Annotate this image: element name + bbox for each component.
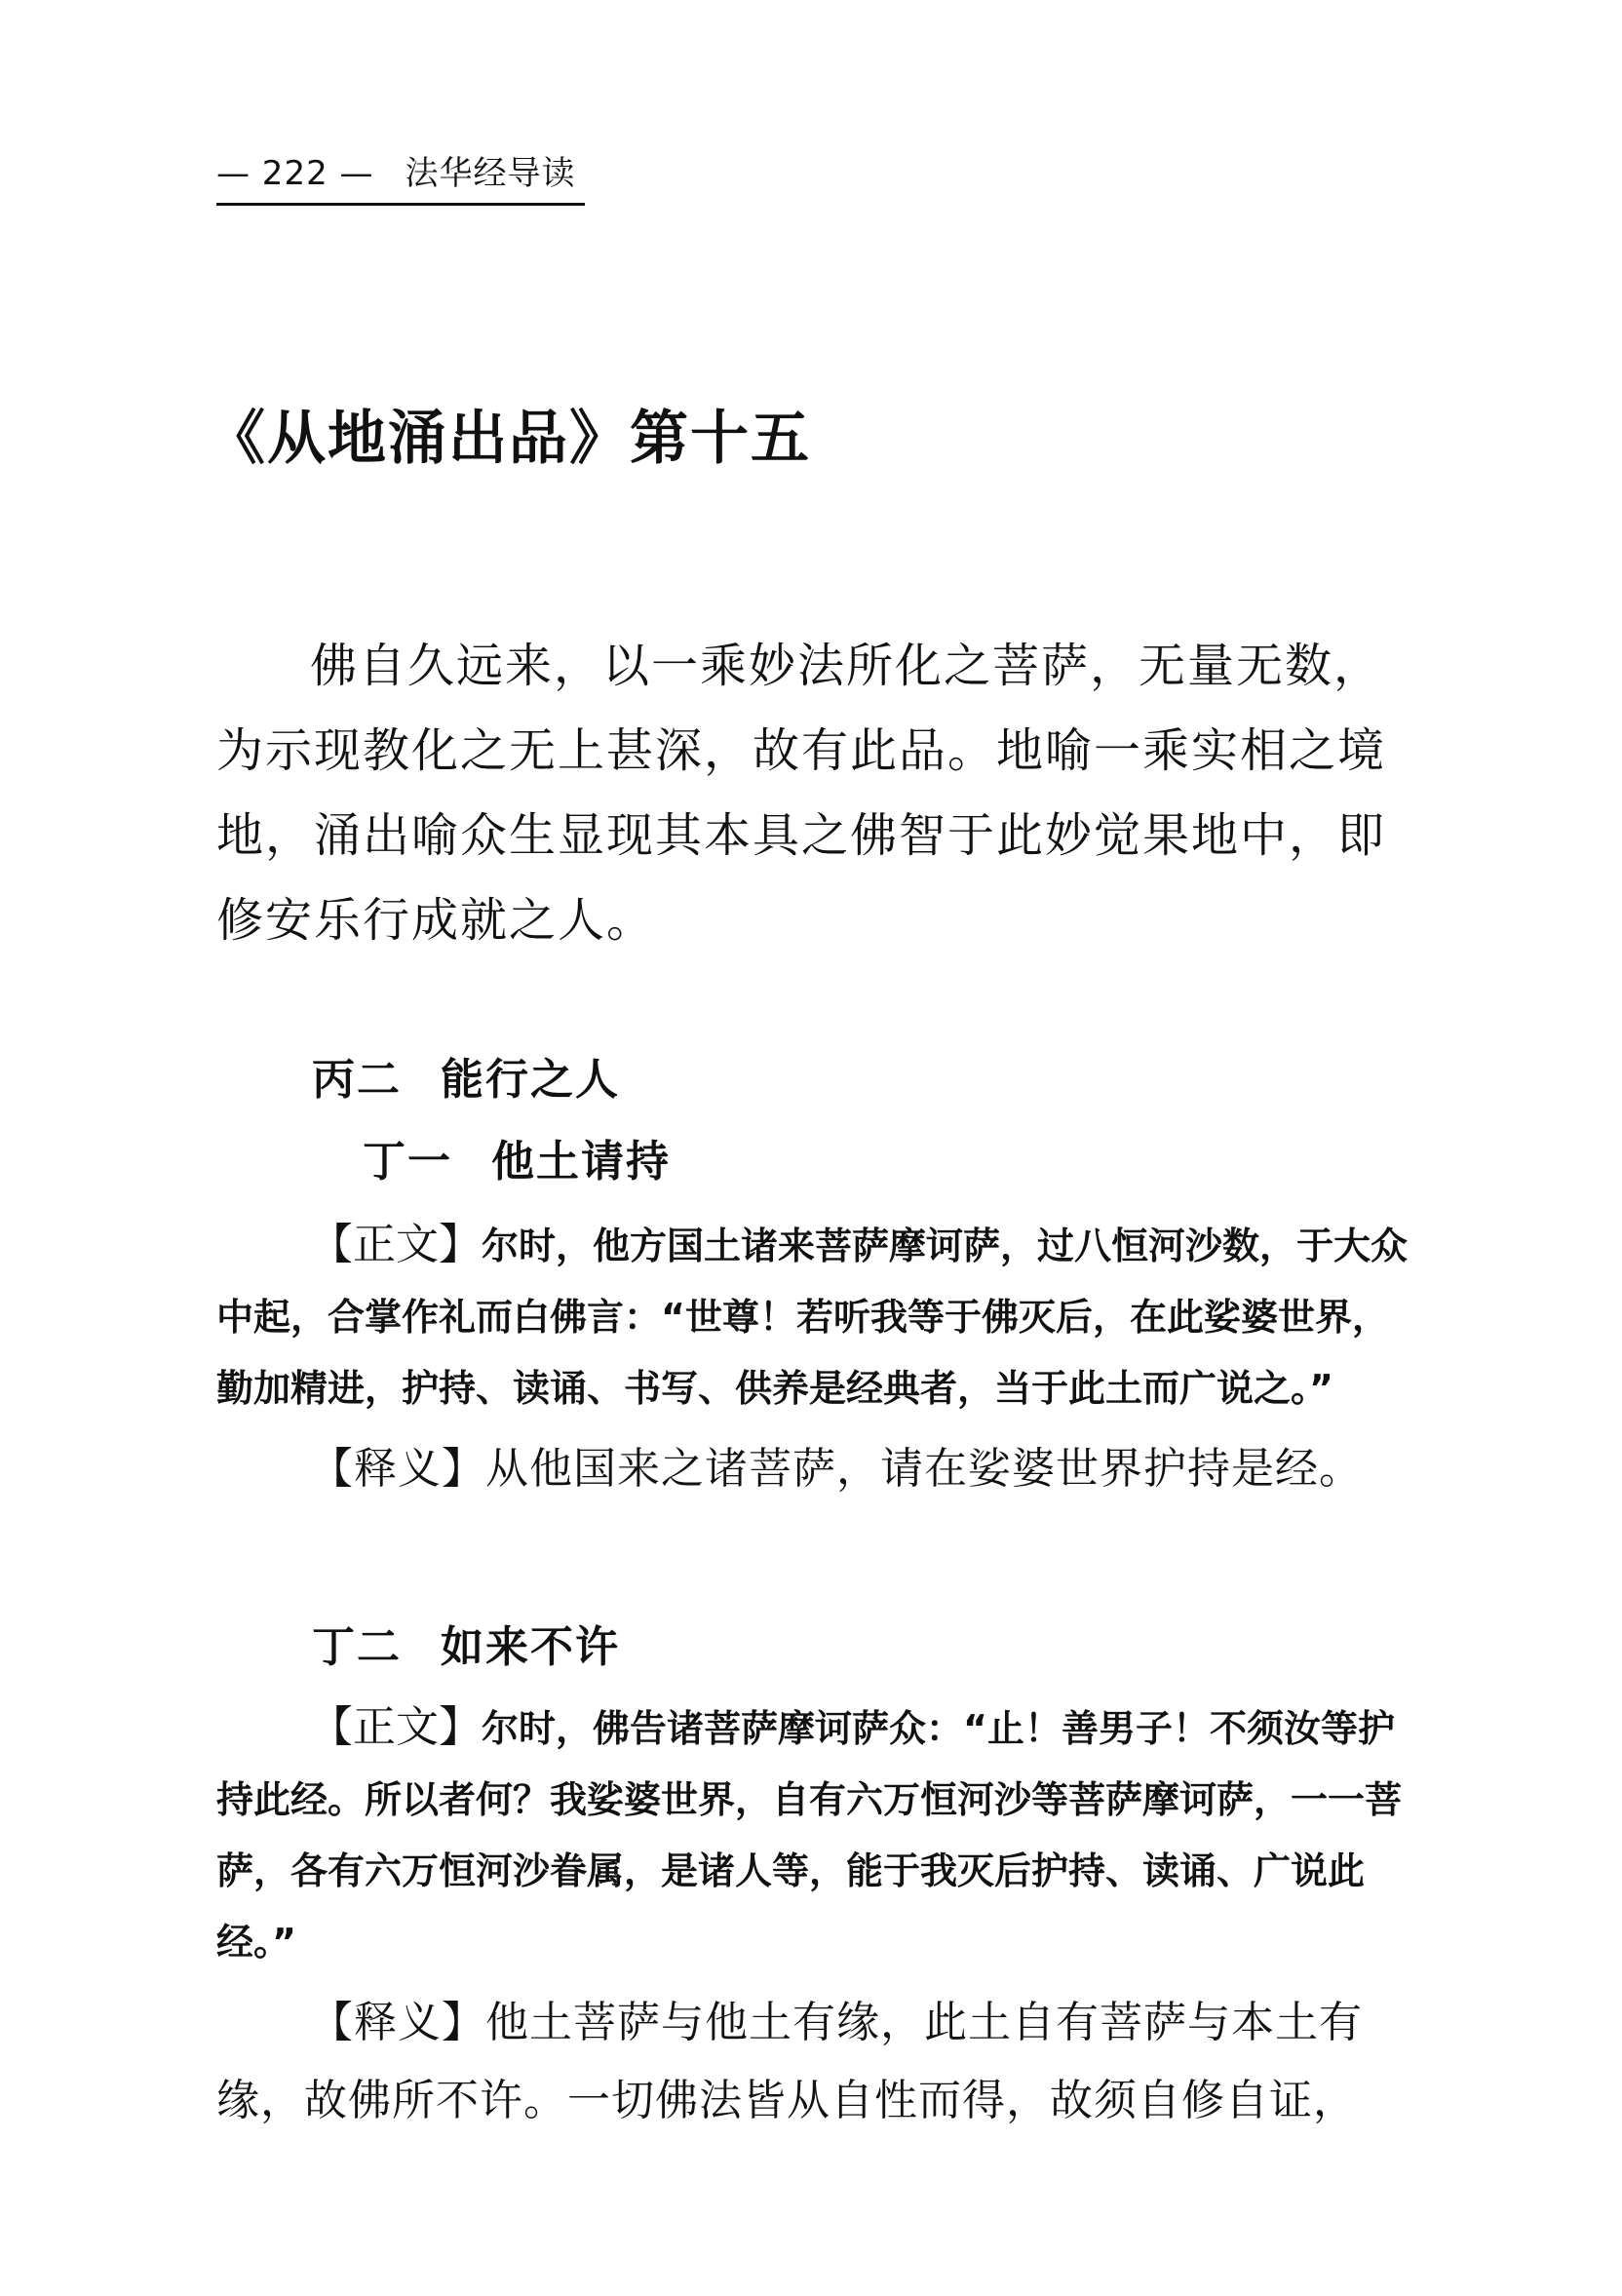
scripture-text: 尔时，佛告诸菩萨摩诃萨众：“止！善男子！不须汝等护持此经。所以者何？我娑婆世界，自有六万恒河沙等菩萨摩诃萨，一一菩萨，各有六万恒河沙眷属，是诸人等，能于我灭后护持、读诵、广说此经。” [216, 1707, 1403, 1964]
section-heading-bing2 [312, 1051, 620, 1109]
scripture-tag: 【正文】 [310, 1220, 482, 1269]
scripture-tag: 【正文】 [310, 1702, 482, 1752]
section-label: 丁二 [312, 1622, 402, 1672]
section-title: 能行之人 [441, 1055, 620, 1105]
section-title: 如来不许 [441, 1622, 620, 1672]
explain-text: 从他国来之诸菩萨，请在娑婆世界护持是经。 [485, 1444, 1363, 1494]
scripture-text: 尔时，他方国土诸来菩萨摩诃萨，过八恒河沙数，于大众中起，合掌作礼而白佛言：“世尊！若听我等于佛灭后，在此娑婆世界，勤加精进，护持、读诵、书写、供养是经典者，当于此土而广说之。” [216, 1225, 1409, 1410]
running-header [216, 154, 585, 206]
chapter-title: 《从地涌出品》第十五 [207, 405, 811, 473]
explain-paragraph [216, 1984, 1413, 2140]
section-heading-ding1 [363, 1133, 671, 1191]
section-title: 他土请持 [491, 1137, 671, 1187]
section-label: 丁一 [363, 1137, 452, 1187]
explain-tag: 【释义】 [310, 1444, 485, 1494]
explain-tag: 【释义】 [310, 1998, 485, 2047]
section-heading-ding2 [312, 1618, 620, 1677]
book-title: 法华经导读 [405, 154, 576, 193]
scripture-paragraph [216, 1692, 1413, 1978]
intro-block [216, 624, 1413, 963]
intro-paragraph: 佛自久远来，以一乘妙法所化之菩萨，无量无数，为示现教化之无上甚深，故有此品。地喻一乘实相之境地，涌出喻众生显现其本具之佛智于此妙觉果地中，即修安乐行成就之人。 [216, 639, 1387, 948]
page-number: — 222 — [216, 154, 374, 193]
scripture-paragraph [216, 1209, 1413, 1424]
explain-text: 他土菩萨与他土有缘，此土自有菩萨与本土有缘，故佛所不许。一切佛法皆从自性而得，故须自修自证， [216, 1998, 1363, 2125]
section-ding2-body [216, 1692, 1413, 2140]
section-label: 丙二 [312, 1055, 402, 1105]
section-ding1-body [216, 1209, 1413, 1508]
explain-paragraph [216, 1430, 1413, 1508]
